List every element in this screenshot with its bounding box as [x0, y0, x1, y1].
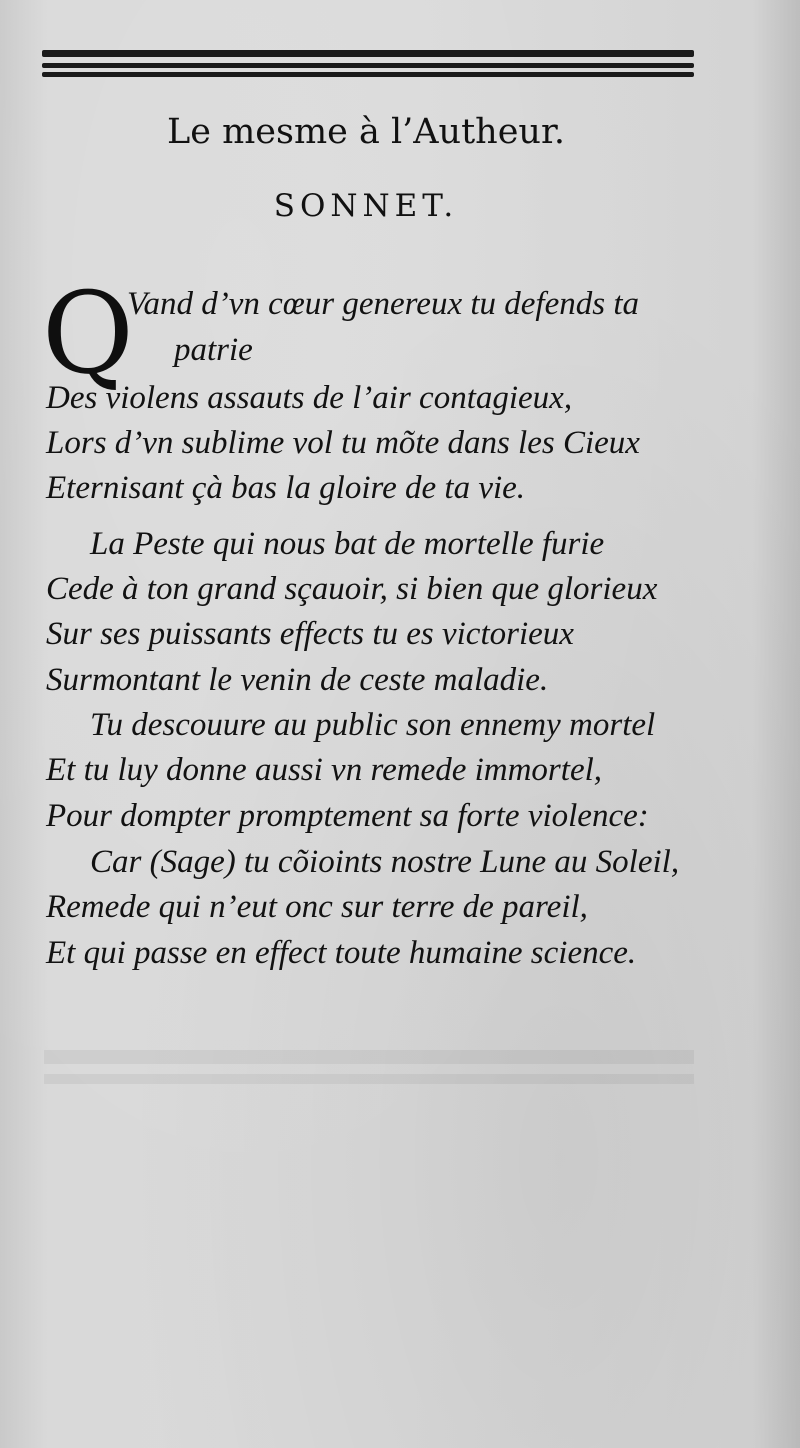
ornamental-rule: [42, 63, 694, 68]
ornamental-rule: [42, 50, 694, 57]
bleed-through-shadow: [44, 1050, 694, 1064]
verse-line: Lors d’vn sublime vol tu mõte dans les Cieux: [46, 425, 640, 461]
verse-line: Et tu luy donne aussi vn remede immortel,: [46, 752, 603, 788]
verse-line: Car (Sage) tu cõioints nostre Lune au Soleil,: [90, 844, 680, 880]
verse-line: Des violens assauts de l’air contagieux,: [46, 380, 573, 416]
verse-line: Pour dompter promptement sa forte violence:: [46, 798, 649, 834]
verse-line: Et qui passe en effect toute humaine science.: [46, 935, 637, 971]
page-title: Le mesme à l’Autheur.: [167, 112, 565, 152]
verse-line: Tu descouure au public son ennemy mortel: [90, 707, 656, 743]
drop-cap: Q: [42, 269, 134, 399]
poem-heading: SONNET.: [273, 188, 459, 224]
bleed-through-shadow: [44, 1074, 694, 1084]
verse-line: Sur ses puissants effects tu es victorieux: [46, 616, 574, 652]
ornamental-rule: [42, 72, 694, 77]
verse-line: Surmontant le venin de ceste maladie.: [46, 662, 549, 698]
verse-line: Cede à ton grand sçauoir, si bien que glorieux: [46, 571, 658, 607]
verse-line: Remede qui n’eut onc sur terre de pareil,: [46, 889, 588, 925]
verse-line: patrie: [174, 332, 253, 368]
verse-line: Eternisant çà bas la gloire de ta vie.: [46, 470, 526, 506]
verse-line: Vand d’vn cœur genereux tu defends ta: [127, 286, 639, 322]
verse-line: La Peste qui nous bat de mortelle furie: [90, 526, 605, 562]
